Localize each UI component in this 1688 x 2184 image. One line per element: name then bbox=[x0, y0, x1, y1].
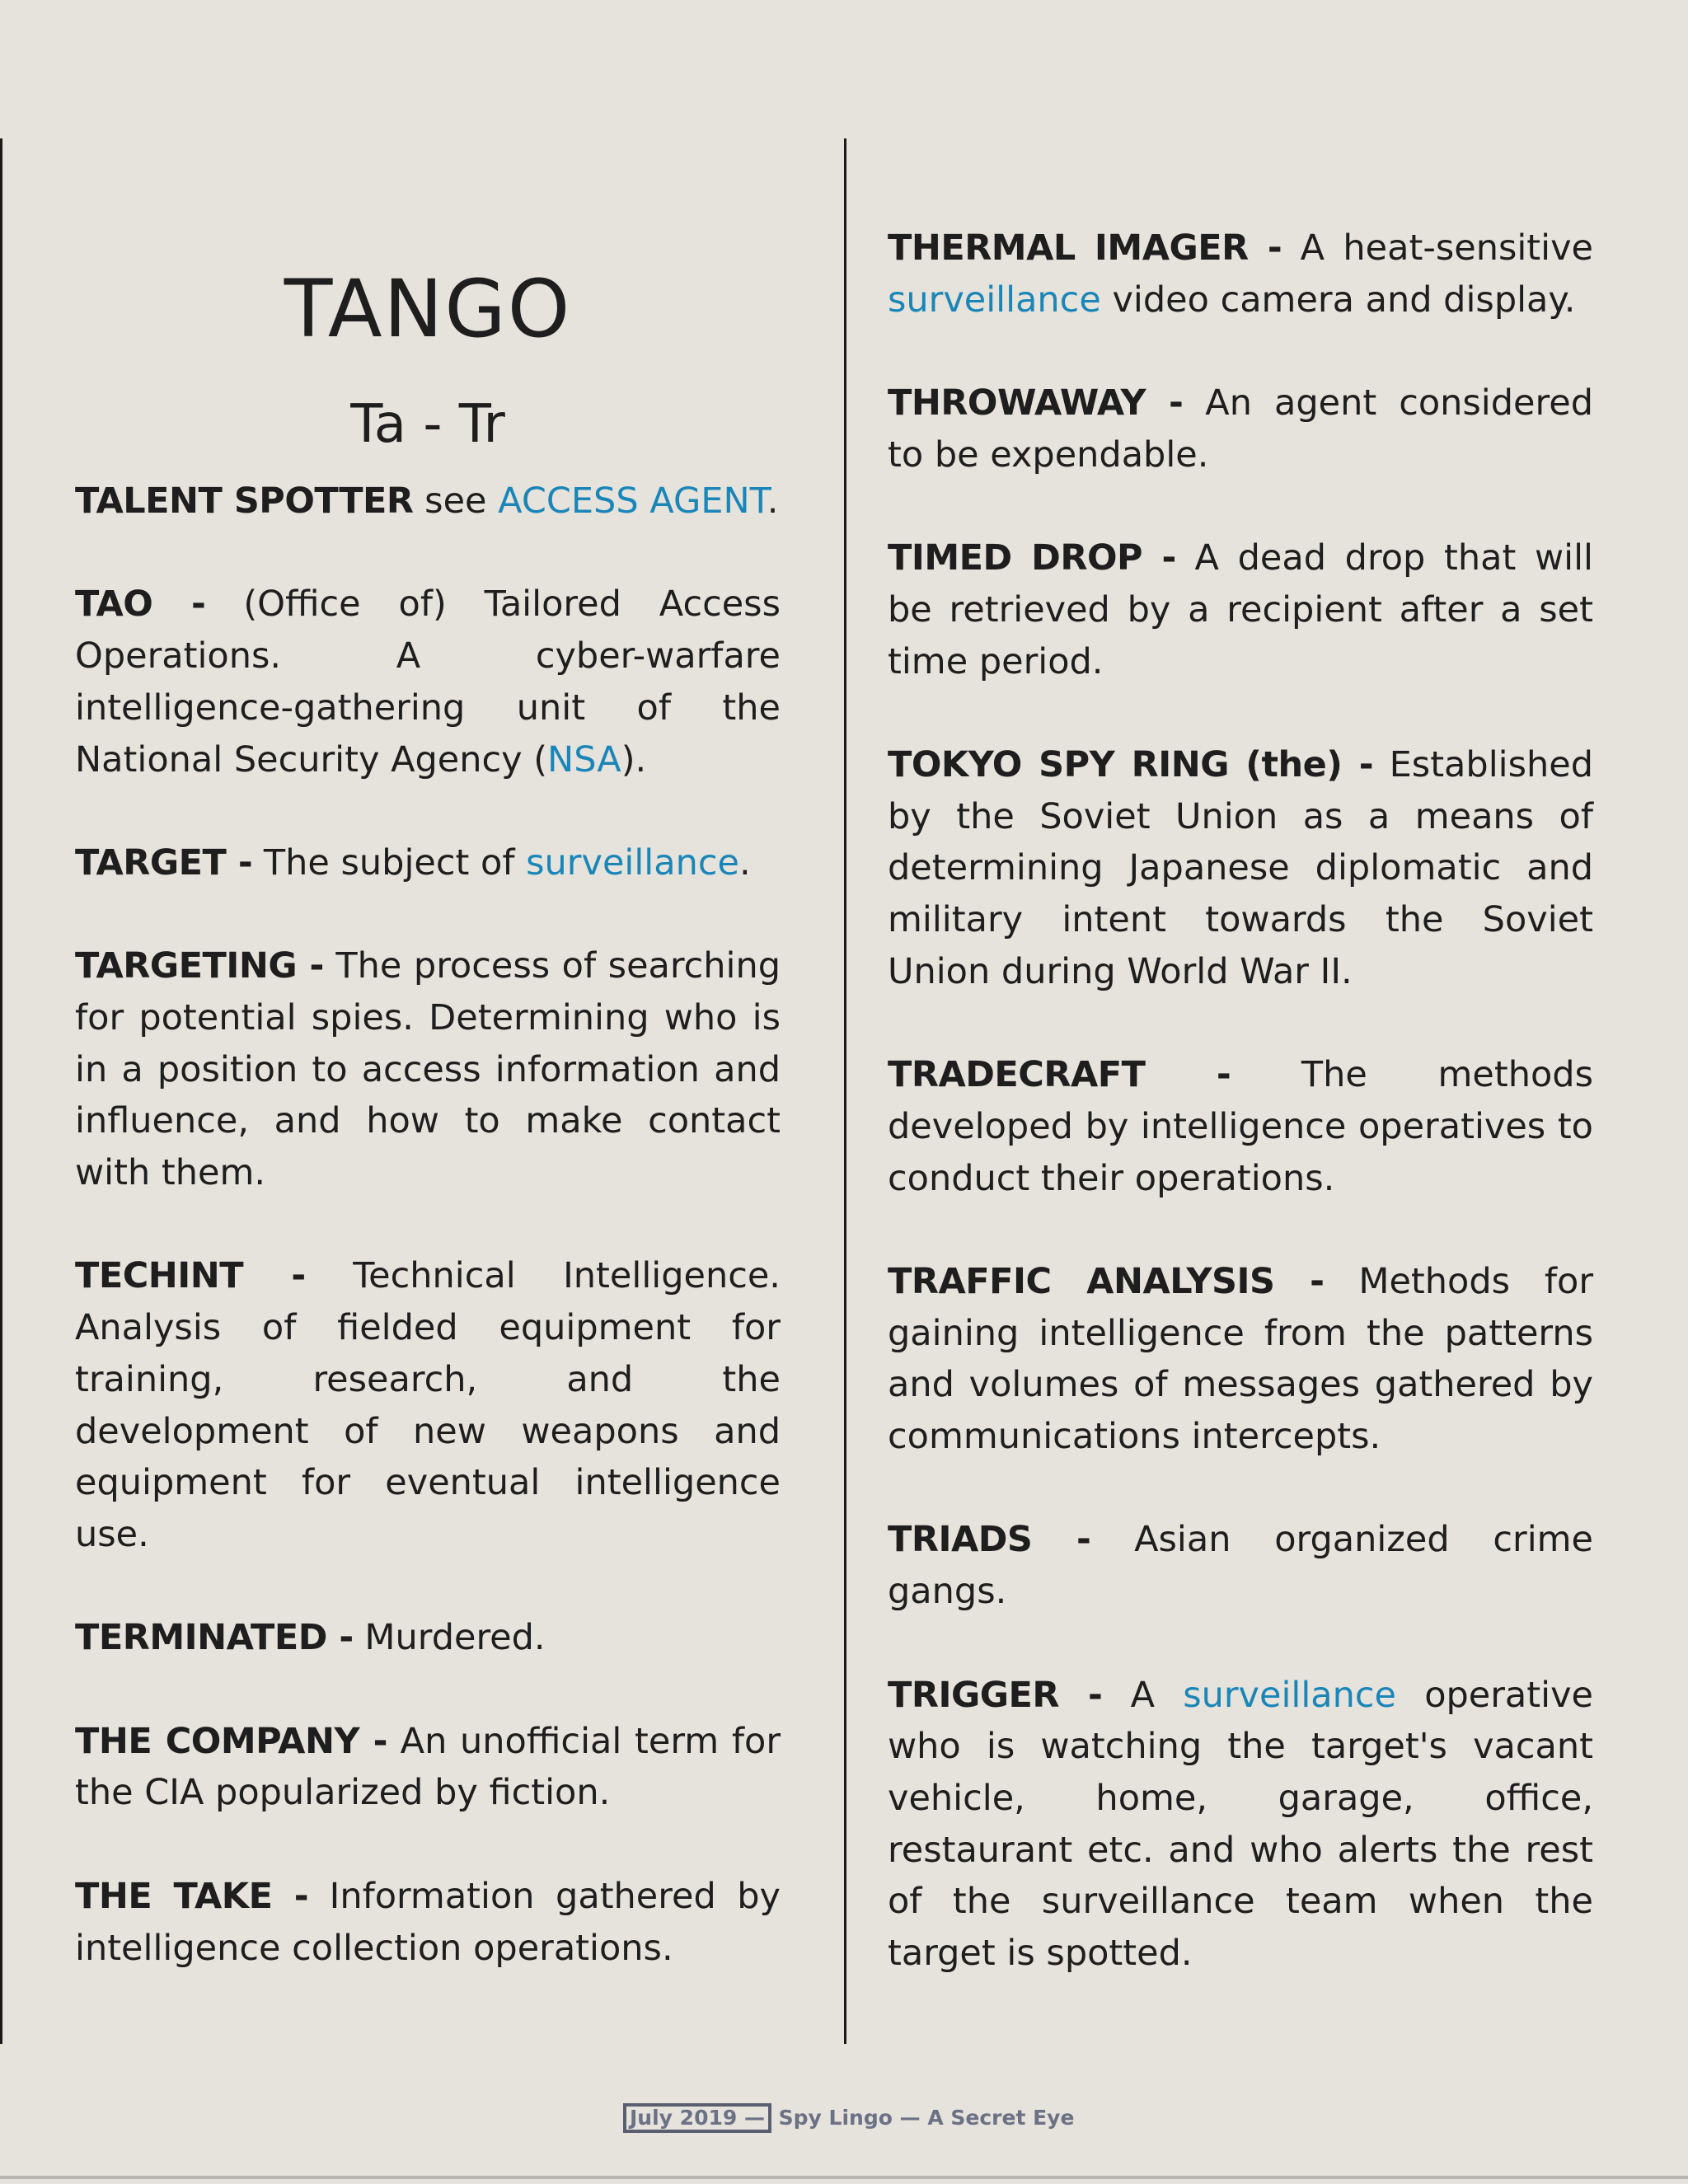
entry-term: TERMINATED - bbox=[75, 1617, 354, 1659]
entry-text: Established by the Soviet Union as a means of determining Japanese diplomatic and military intent towards the Soviet Union during World War II. bbox=[888, 743, 1593, 992]
entry-text: The methods developed by intelligence operatives to conduct their operations. bbox=[888, 1054, 1593, 1199]
entry-link[interactable]: ACCESS AGENT bbox=[498, 480, 767, 522]
entry-tokyo-spy-ring bbox=[888, 739, 1593, 998]
entry-text: ). bbox=[621, 738, 647, 780]
entry-text: Murdered. bbox=[353, 1617, 546, 1659]
entry-link[interactable]: NSA bbox=[547, 738, 621, 780]
entry-the-company bbox=[75, 1716, 781, 1819]
entry-term: TARGET - bbox=[75, 841, 253, 883]
entry-text: video camera and display. bbox=[1100, 279, 1576, 321]
entry-term: TARGETING - bbox=[75, 945, 324, 987]
section-range: Ta - Tr bbox=[350, 394, 505, 455]
entry-text: Technical Intelligence. Analysis of fielded equipment for training, research, and the development of new weapons and equipment for eventual intelligence use. bbox=[75, 1255, 781, 1555]
entry-text: A bbox=[1102, 1674, 1184, 1716]
page-footer bbox=[623, 2103, 1075, 2133]
footer-publication: Spy Lingo — A Secret Eye bbox=[771, 2106, 1075, 2130]
entry-term: TRIADS - bbox=[888, 1519, 1091, 1561]
entry-text: An unofficial term for the CIA popularized by fiction. bbox=[75, 1720, 781, 1814]
entry-techint bbox=[75, 1250, 781, 1560]
entry-throwaway bbox=[888, 377, 1593, 480]
entry-thermal-imager bbox=[888, 223, 1593, 326]
entry-term: THE COMPANY - bbox=[75, 1720, 387, 1762]
page-bottom-edge bbox=[0, 2176, 1688, 2179]
entry-traffic-analysis bbox=[888, 1256, 1593, 1463]
entry-text: The subject of bbox=[252, 841, 527, 883]
right-entries bbox=[888, 223, 1593, 2031]
entry-trigger bbox=[888, 1670, 1593, 1980]
entry-text: (Office of) Tailored Access Operations. A cyber-warfare intelligence-gathering unit of the National Security Agency ( bbox=[75, 583, 781, 780]
entry-the-take bbox=[75, 1871, 781, 1974]
entry-talent-spotter bbox=[75, 476, 781, 527]
section-title: TANGO bbox=[284, 263, 572, 355]
left-entries bbox=[75, 476, 781, 2026]
entry-triads bbox=[888, 1514, 1593, 1617]
entry-term: TRIGGER - bbox=[888, 1674, 1103, 1716]
entry-terminated bbox=[75, 1612, 781, 1664]
entry-link[interactable]: surveillance bbox=[1183, 1674, 1396, 1716]
entry-text: Methods for gaining intelligence from the patterns and volumes of messages gathered by communications intercepts. bbox=[888, 1260, 1593, 1458]
entry-text: The process of searching for potential spies. Determining who is in a position to access information and influence, and how to make contact with them. bbox=[75, 945, 781, 1194]
entry-term: TIMED DROP - bbox=[888, 537, 1176, 579]
entry-text: see bbox=[413, 480, 499, 522]
entry-tradecraft bbox=[888, 1049, 1593, 1204]
entry-tao bbox=[75, 579, 781, 785]
entry-link[interactable]: surveillance bbox=[888, 279, 1101, 321]
entry-text: operative who is watching the target's vacant vehicle, home, garage, office, restaurant etc. and who alerts the rest of the surveillance team when the target is spotted. bbox=[888, 1674, 1593, 1975]
column-divider bbox=[844, 138, 846, 2044]
left-column-rule bbox=[0, 138, 2, 2044]
entry-term: THE TAKE - bbox=[75, 1875, 309, 1917]
entry-term: TOKYO SPY RING (the) - bbox=[888, 743, 1374, 785]
entry-term: TAO - bbox=[75, 583, 206, 626]
entry-term: TALENT SPOTTER bbox=[75, 480, 414, 522]
entry-term: TRAFFIC ANALYSIS - bbox=[888, 1260, 1325, 1302]
entry-text: A dead drop that will be retrieved by a recipient after a set time period. bbox=[888, 537, 1593, 682]
entry-text: . bbox=[738, 841, 751, 883]
entry-text: A heat-sensitive bbox=[1282, 227, 1594, 269]
entry-text: Information gathered by intelligence collection operations. bbox=[75, 1875, 781, 1969]
footer-date: July 2019 — bbox=[623, 2103, 771, 2133]
entry-term: TRADECRAFT - bbox=[888, 1054, 1231, 1096]
entry-term: THROWAWAY - bbox=[888, 382, 1184, 424]
entry-term: TECHINT - bbox=[75, 1255, 306, 1297]
entry-text: . bbox=[767, 480, 779, 522]
entry-text: Asian organized crime gangs. bbox=[888, 1519, 1593, 1613]
entry-timed-drop bbox=[888, 532, 1593, 687]
entry-targeting bbox=[75, 940, 781, 1199]
entry-target bbox=[75, 837, 781, 889]
entry-text: An agent considered to be expendable. bbox=[888, 382, 1593, 476]
entry-term: THERMAL IMAGER - bbox=[888, 227, 1282, 269]
entry-link[interactable]: surveillance bbox=[526, 841, 739, 883]
